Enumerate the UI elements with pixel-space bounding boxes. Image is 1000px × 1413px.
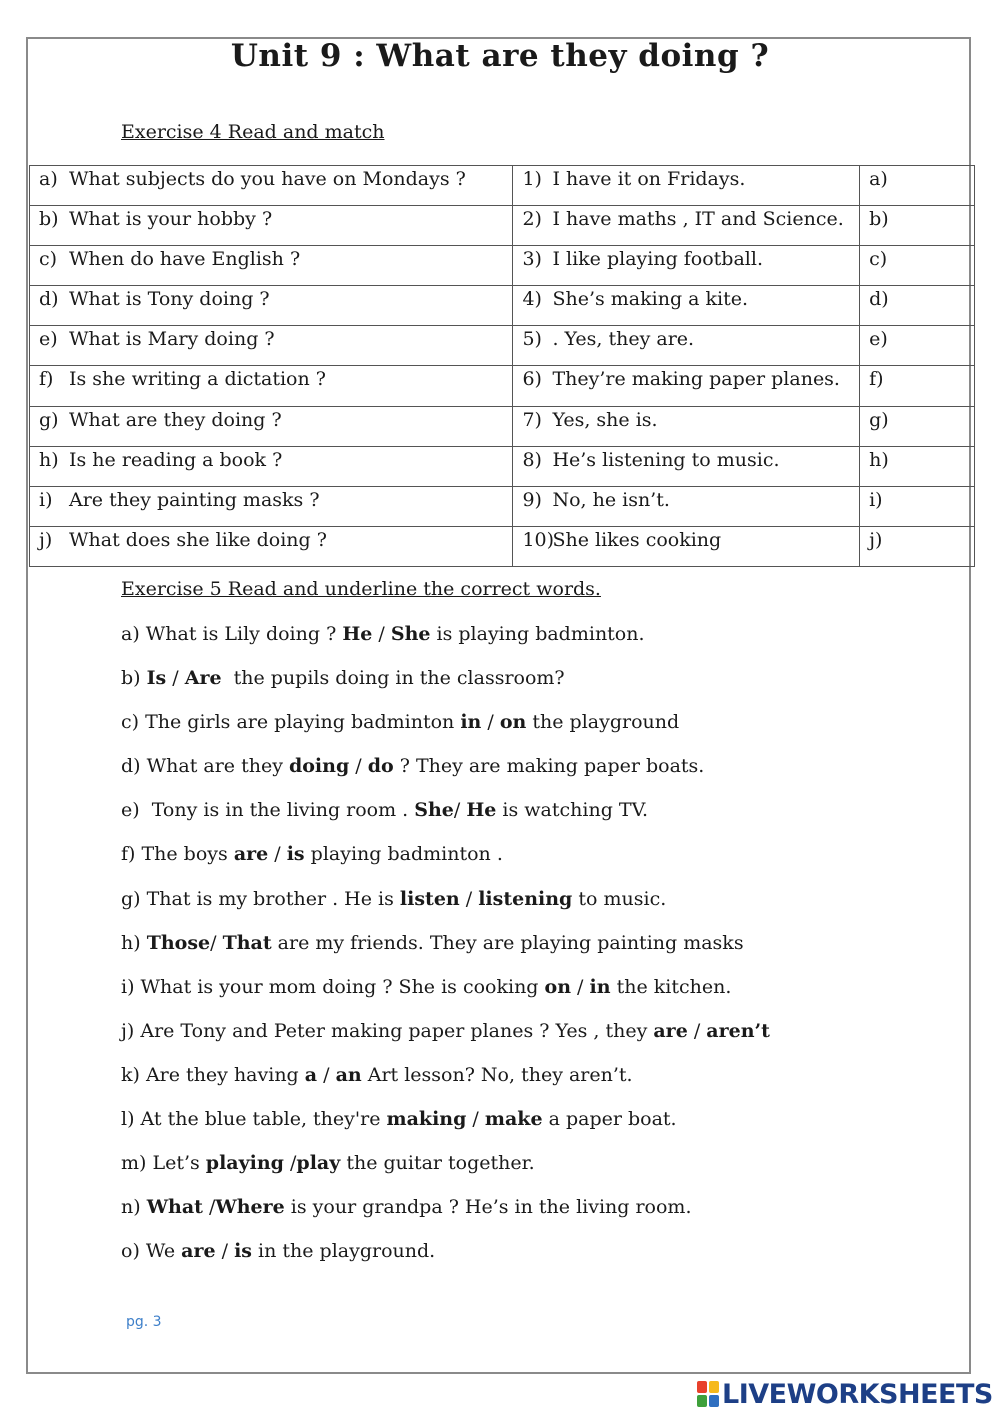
answer-text: I have maths , IT and Science.	[552, 208, 844, 231]
option-2[interactable]: listening	[478, 887, 573, 910]
sentence-prefix: n)	[121, 1196, 147, 1219]
question-cell	[30, 246, 513, 286]
sentence-item	[121, 662, 770, 706]
option-1[interactable]: He	[342, 623, 373, 645]
sentence-suffix: the playground	[526, 711, 680, 734]
option-2[interactable]: play	[296, 1152, 341, 1175]
question-letter: h)	[39, 448, 59, 471]
match-row	[30, 206, 975, 246]
match-input-cell[interactable]	[860, 406, 975, 446]
answer-number: 6)	[522, 368, 542, 391]
option-separator: /	[210, 931, 223, 954]
answer-cell	[513, 166, 860, 206]
option-separator: /	[459, 887, 479, 910]
option-2[interactable]: aren’t	[706, 1019, 770, 1042]
sentence-item	[121, 1147, 770, 1191]
exercise-5-heading: Exercise 5 Read and underline the correct words.	[121, 578, 601, 600]
logo-square-1	[697, 1381, 707, 1393]
answer-text: No, he isn’t.	[552, 488, 670, 511]
match-input-cell[interactable]	[860, 366, 975, 406]
sentence-suffix: Art lesson? No, they aren’t.	[361, 1063, 633, 1086]
option-separator: /	[481, 711, 500, 734]
question-cell	[30, 326, 513, 366]
answer-text: She’s making a kite.	[552, 288, 749, 311]
option-separator: /	[166, 667, 185, 690]
sentence-suffix: in the playground.	[251, 1240, 436, 1263]
match-row	[30, 486, 975, 526]
answer-number: 10)	[522, 528, 555, 551]
option-2[interactable]: make	[484, 1108, 543, 1131]
match-letter: g)	[869, 408, 889, 431]
question-letter: f)	[39, 368, 54, 391]
option-separator: /	[268, 843, 287, 866]
match-letter: c)	[869, 248, 888, 271]
question-cell	[30, 286, 513, 326]
match-input-cell[interactable]	[860, 486, 975, 526]
match-input-cell[interactable]	[860, 446, 975, 486]
answer-cell	[513, 446, 860, 486]
sentence-item	[121, 1103, 770, 1147]
option-2[interactable]: She	[390, 623, 431, 645]
question-text: When do have English ?	[69, 248, 301, 271]
answer-text: I like playing football.	[552, 248, 763, 271]
sentence-item	[121, 618, 770, 662]
match-row	[30, 166, 975, 206]
option-2[interactable]: is	[286, 843, 305, 866]
answer-text: Yes, she is.	[552, 408, 658, 431]
question-text: Is he reading a book ?	[69, 448, 283, 471]
option-2[interactable]: Are	[184, 667, 222, 690]
answer-text: . Yes, they are.	[552, 328, 695, 351]
page-number: pg. 3	[126, 1314, 162, 1330]
sentence-item	[121, 794, 770, 838]
question-cell	[30, 526, 513, 566]
answer-cell	[513, 406, 860, 446]
liveworksheets-logo	[697, 1379, 993, 1409]
sentence-prefix: a) What is Lily doing ?	[121, 623, 343, 645]
match-letter: a)	[869, 168, 888, 190]
sentence-suffix: the guitar together.	[340, 1152, 535, 1175]
question-text: What is Mary doing ?	[69, 328, 275, 351]
sentence-suffix: is playing badminton.	[430, 623, 645, 645]
option-1[interactable]: are	[653, 1019, 688, 1042]
option-1[interactable]: doing	[288, 755, 350, 778]
option-2[interactable]: an	[335, 1063, 362, 1086]
question-cell	[30, 166, 513, 206]
sentence-prefix: i) What is your mom doing ? She is cooking	[121, 975, 545, 998]
match-input-cell[interactable]	[860, 166, 975, 206]
answer-text: They’re making paper planes.	[552, 368, 840, 391]
match-table	[29, 165, 975, 567]
match-letter: j)	[869, 528, 883, 551]
answer-cell	[513, 206, 860, 246]
option-separator: /	[317, 1063, 336, 1086]
option-2[interactable]: Where	[215, 1196, 285, 1219]
question-cell	[30, 486, 513, 526]
sentence-item	[121, 706, 770, 750]
exercise-4-heading: Exercise 4 Read and match	[121, 121, 385, 143]
question-letter: b)	[39, 208, 59, 231]
option-1[interactable]: What	[146, 1196, 203, 1219]
option-1[interactable]: are	[181, 1240, 216, 1263]
sentence-item	[121, 838, 770, 882]
sentence-item	[121, 1059, 770, 1103]
sentence-suffix: is your grandpa ? He’s in the living room.	[284, 1196, 692, 1219]
sentence-prefix: k) Are they having	[121, 1063, 305, 1086]
answer-cell	[513, 526, 860, 566]
sentence-prefix: h)	[121, 931, 147, 954]
answer-number: 9)	[522, 488, 542, 511]
sentence-item	[121, 1235, 770, 1279]
sentence-prefix: d) What are they	[121, 755, 289, 778]
sentence-item	[121, 1015, 770, 1059]
answer-cell	[513, 286, 860, 326]
answer-number: 3)	[522, 248, 542, 271]
question-letter: j)	[39, 528, 53, 551]
option-separator: /	[349, 755, 368, 778]
sentence-prefix: m) Let’s	[121, 1152, 206, 1175]
sentence-prefix: b)	[121, 667, 147, 690]
question-text: What subjects do you have on Mondays ?	[69, 168, 466, 190]
sentence-prefix: e) Tony is in the living room .	[121, 799, 415, 822]
question-cell	[30, 206, 513, 246]
match-row	[30, 406, 975, 446]
sentence-prefix: l) At the blue table, they're	[121, 1108, 387, 1131]
answer-number: 4)	[522, 288, 542, 311]
question-text: Is she writing a dictation ?	[69, 368, 326, 391]
logo-square-3	[697, 1395, 707, 1407]
question-text: What is Tony doing ?	[69, 288, 270, 311]
match-input-cell[interactable]	[860, 286, 975, 326]
option-2[interactable]: do	[367, 755, 394, 778]
match-letter: e)	[869, 328, 888, 351]
sentence-suffix: is watching TV.	[496, 799, 649, 822]
option-separator: /	[215, 1240, 235, 1263]
sentence-prefix: g) That is my brother . He is	[121, 887, 400, 910]
option-1[interactable]: playing	[205, 1152, 284, 1175]
option-2[interactable]: on	[499, 711, 527, 734]
match-input-cell[interactable]	[860, 246, 975, 286]
match-row	[30, 246, 975, 286]
question-letter: a)	[39, 168, 58, 190]
match-letter: b)	[869, 208, 889, 231]
sentence-suffix: are my friends. They are playing painting masks	[271, 931, 744, 954]
option-separator: /	[202, 1196, 216, 1219]
match-letter: f)	[869, 368, 884, 391]
answer-text: I have it on Fridays.	[552, 168, 746, 190]
sentence-prefix: o) We	[121, 1240, 182, 1263]
sentence-item	[121, 971, 770, 1015]
option-separator: /	[571, 975, 590, 998]
answer-text: He’s listening to music.	[552, 448, 780, 471]
option-separator: /	[283, 1152, 297, 1175]
option-separator: /	[687, 1019, 707, 1042]
match-input-cell[interactable]	[860, 326, 975, 366]
match-row	[30, 326, 975, 366]
sentence-suffix: a paper boat.	[542, 1108, 677, 1131]
logo-square-2	[709, 1381, 719, 1393]
question-cell	[30, 446, 513, 486]
option-1[interactable]: are	[233, 843, 269, 866]
question-text: Are they painting masks ?	[69, 488, 320, 511]
option-2[interactable]: That	[222, 931, 272, 954]
logo-text: LIVEWORKSHEETS	[722, 1378, 993, 1410]
match-input-cell[interactable]	[860, 526, 975, 566]
answer-cell	[513, 326, 860, 366]
logo-square-4	[709, 1395, 719, 1407]
match-row	[30, 446, 975, 486]
option-1[interactable]: on	[544, 975, 572, 998]
answer-number: 2)	[522, 208, 542, 231]
option-1[interactable]: a	[304, 1063, 318, 1086]
question-text: What are they doing ?	[69, 408, 282, 431]
question-cell	[30, 366, 513, 406]
match-letter: d)	[869, 288, 889, 311]
option-1[interactable]: Is	[146, 667, 167, 690]
option-1[interactable]: making	[386, 1108, 467, 1131]
match-row	[30, 286, 975, 326]
sentence-item	[121, 927, 770, 971]
question-letter: e)	[39, 328, 58, 351]
option-1[interactable]: in	[460, 711, 482, 734]
sentence-prefix: c) The girls are playing badminton	[121, 711, 461, 734]
answer-number: 5)	[522, 328, 542, 351]
option-separator: /	[372, 623, 391, 645]
match-letter: h)	[869, 448, 889, 471]
match-row	[30, 366, 975, 406]
match-row	[30, 526, 975, 566]
question-text: What is your hobby ?	[69, 208, 273, 231]
option-separator: /	[453, 799, 467, 822]
sentence-item	[121, 1191, 770, 1235]
question-letter: g)	[39, 408, 59, 431]
option-2[interactable]: He	[466, 799, 497, 822]
sentence-suffix: ? They are making paper boats.	[393, 755, 705, 778]
option-1[interactable]: Those	[146, 931, 211, 954]
answer-cell	[513, 486, 860, 526]
sentence-suffix: the kitchen.	[610, 975, 732, 998]
answer-text: She likes cooking	[552, 528, 722, 551]
question-cell	[30, 406, 513, 446]
sentence-item	[121, 750, 770, 794]
logo-mark-icon	[697, 1381, 719, 1407]
option-1[interactable]: listen	[399, 887, 460, 910]
sentence-suffix: the pupils doing in the classroom?	[221, 667, 565, 690]
sentence-item	[121, 883, 770, 927]
answer-number: 1)	[522, 168, 542, 190]
option-2[interactable]: in	[589, 975, 611, 998]
exercise-5-list	[121, 618, 770, 1279]
question-letter: i)	[39, 488, 53, 511]
sentence-prefix: f) The boys	[121, 843, 234, 866]
match-letter: i)	[869, 488, 883, 511]
sentence-suffix: to music.	[572, 887, 667, 910]
option-1[interactable]: She	[414, 799, 454, 822]
answer-number: 8)	[522, 448, 542, 471]
page-title: Unit 9 : What are they doing ?	[230, 38, 770, 74]
question-letter: c)	[39, 248, 58, 271]
option-2[interactable]: is	[234, 1240, 252, 1263]
question-letter: d)	[39, 288, 59, 311]
sentence-prefix: j) Are Tony and Peter making paper planes ? Yes , they	[121, 1019, 654, 1042]
answer-cell	[513, 246, 860, 286]
sentence-suffix: playing badminton .	[304, 843, 503, 866]
answer-cell	[513, 366, 860, 406]
match-input-cell[interactable]	[860, 206, 975, 246]
answer-number: 7)	[522, 408, 542, 431]
option-separator: /	[466, 1108, 485, 1131]
question-text: What does she like doing ?	[69, 528, 327, 551]
